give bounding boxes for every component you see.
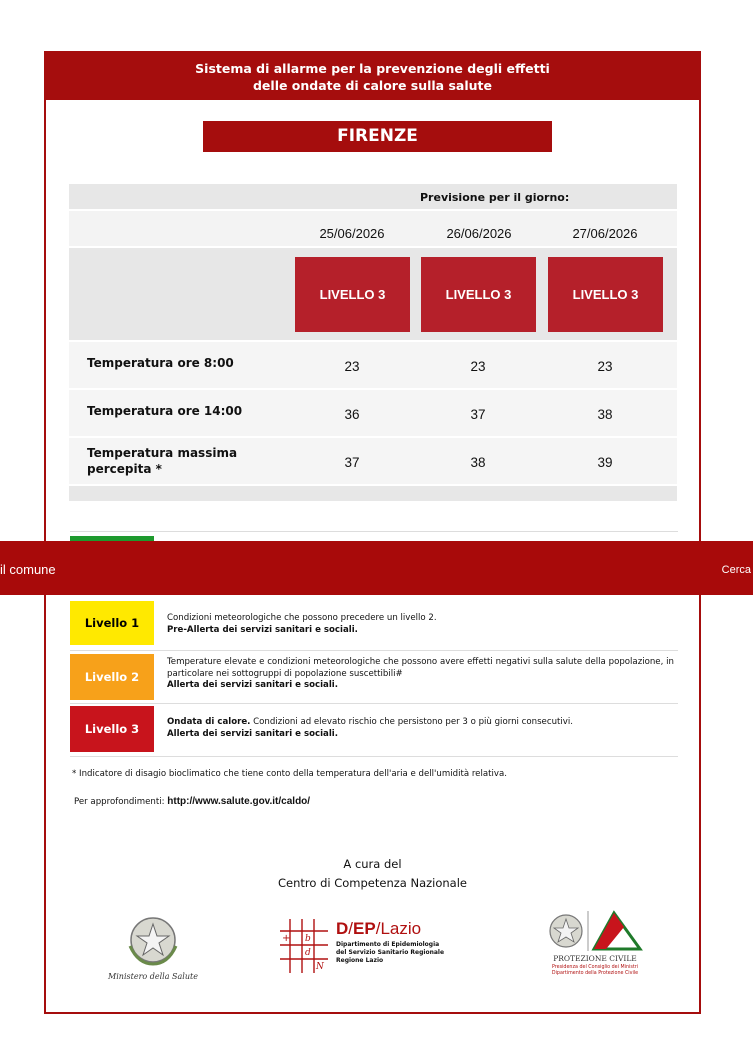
credits-line1: A cura del <box>343 857 402 871</box>
row-value: 23 <box>344 359 360 374</box>
ministero-logo <box>108 910 198 985</box>
level-badge: LIVELLO 3 <box>295 257 410 332</box>
credits-line2: Centro di Competenza Nazionale <box>278 876 467 890</box>
legend-text-level2 <box>167 657 674 692</box>
legend-action: Allerta dei servizi sanitari e sociali. <box>167 728 338 739</box>
diep-line3: Regione Lazio <box>336 957 384 964</box>
legend-separator <box>70 531 678 532</box>
pc-subtitle <box>540 965 650 977</box>
search-bar[interactable] <box>0 541 753 595</box>
row-label <box>87 445 237 477</box>
legend-badge-level3: Livello 3 <box>70 706 154 752</box>
row-value: 37 <box>470 407 486 422</box>
diep-wordmark: D/EP/Lazio <box>336 919 422 938</box>
protezione-civile-logo <box>540 907 650 987</box>
level-badge: LIVELLO 3 <box>548 257 663 332</box>
diep-d: D <box>336 919 349 938</box>
legend-desc-rest: Condizioni ad elevato rischio che persistono per 3 o più giorni consecutivi. <box>250 717 573 727</box>
table-footer-row <box>69 486 677 501</box>
pc-line1: Presidenza del Consiglio dei Ministri <box>551 965 639 970</box>
diep-subtitle <box>336 941 444 965</box>
level-badge: LIVELLO 3 <box>421 257 536 332</box>
pc-title: PROTEZIONE CIVILE <box>553 954 637 963</box>
forecast-date: 27/06/2026 <box>572 226 638 241</box>
svg-text:+: + <box>282 933 291 944</box>
row-value: 36 <box>344 407 360 422</box>
legend-badge-level1: Livello 1 <box>70 601 154 645</box>
header-title-line1: Sistema di allarme per la prevenzione degli effetti <box>195 60 550 76</box>
credits <box>46 855 699 893</box>
row-value: 38 <box>470 455 486 470</box>
header-title-line2: delle ondate di calore sulla salute <box>252 77 492 93</box>
legend-desc: Condizioni meteorologiche che possono precedere un livello 2. <box>167 613 437 623</box>
more-info <box>74 796 310 807</box>
row-label-line1: Temperatura massima <box>87 446 238 460</box>
search-button[interactable]: Cerca <box>721 564 751 576</box>
republic-emblem-icon <box>108 910 198 968</box>
bulletin-header <box>46 53 699 100</box>
svg-text:b: b <box>305 934 311 944</box>
row-label: Temperatura ore 14:00 <box>87 404 243 418</box>
svg-text:N: N <box>316 962 324 972</box>
comune-search-text[interactable]: il comune <box>0 562 56 577</box>
legend-desc: Temperature elevate e condizioni meteorologiche che possono avere effetti negativi sulla salute della popolazione, in particolare nei sottogruppi di popolazione suscettibili# <box>167 657 674 679</box>
legend-text-level1 <box>167 613 674 636</box>
more-info-link[interactable]: http://www.salute.gov.it/caldo/ <box>167 796 311 807</box>
protezione-civile-emblem-icon <box>546 907 646 953</box>
row-label: Temperatura ore 8:00 <box>87 356 234 370</box>
legend-desc <box>167 717 674 729</box>
row-value: 39 <box>597 455 613 470</box>
more-info-label: Per approfondimenti: <box>74 797 165 807</box>
diep-grid-icon <box>278 917 330 975</box>
legend-separator <box>70 703 678 704</box>
legend-badge-level2: Livello 2 <box>70 654 154 700</box>
city-title: FIRENZE <box>203 121 552 152</box>
forecast-date: 25/06/2026 <box>319 226 385 241</box>
row-value: 23 <box>470 359 486 374</box>
footnote: * Indicatore di disagio bioclimatico che tiene conto della temperatura dell'aria e dell'umidità relativa. <box>72 769 507 779</box>
pc-line2: Dipartimento della Protezione Civile <box>551 971 639 976</box>
legend-action: Allerta dei servizi sanitari e sociali. <box>167 680 338 690</box>
legend-action: Pre-Allerta dei servizi sanitari e sociali. <box>167 624 358 635</box>
diep-lazio: Lazio <box>380 919 422 938</box>
legend-separator <box>70 650 678 651</box>
forecast-heading: Previsione per il giorno: <box>420 191 570 204</box>
row-label-line2: percepita * <box>87 462 162 476</box>
row-value: 37 <box>344 455 360 470</box>
forecast-date: 26/06/2026 <box>446 226 512 241</box>
ministero-logo-text: Ministero della Salute <box>108 972 198 981</box>
diep-ep: EP <box>353 919 376 938</box>
forecast-heading-row <box>69 184 677 209</box>
legend-desc-bold: Ondata di calore. <box>167 717 251 727</box>
svg-text:d: d <box>305 948 311 958</box>
diep-line1: Dipartimento di Epidemiologia <box>336 941 440 948</box>
row-value: 23 <box>597 359 613 374</box>
diep-line2: del Servizio Sanitario Regionale <box>336 949 445 956</box>
diep-logo <box>278 917 468 977</box>
legend-text-level3 <box>167 717 674 740</box>
row-value: 38 <box>597 407 613 422</box>
legend-separator <box>70 756 678 757</box>
